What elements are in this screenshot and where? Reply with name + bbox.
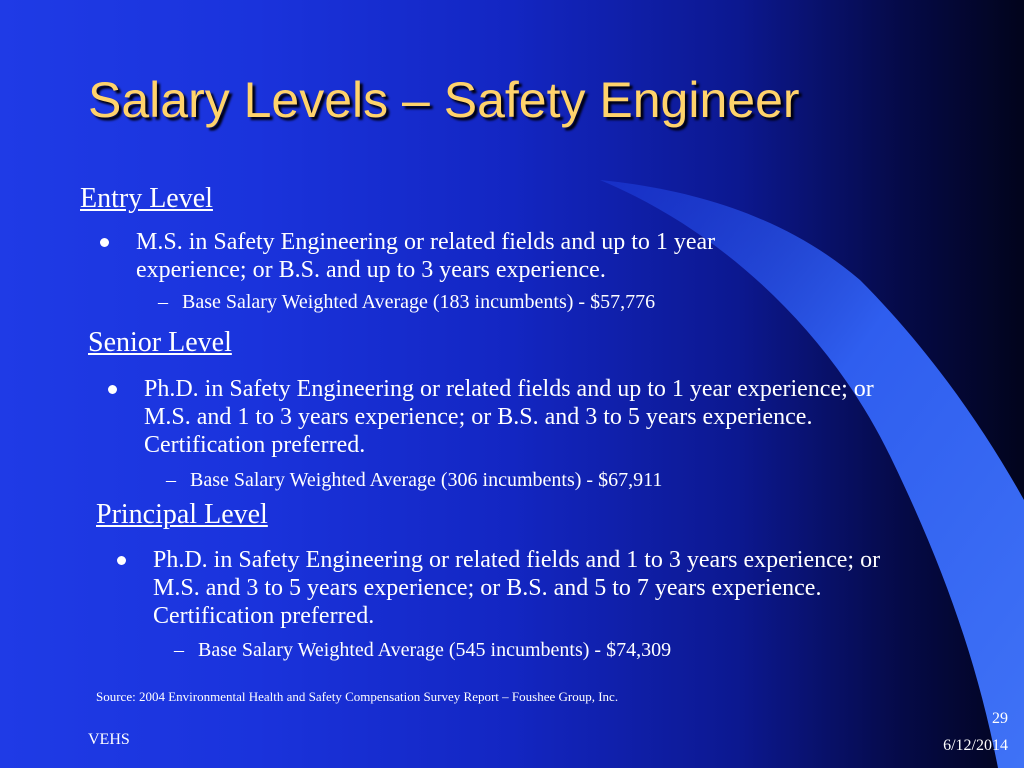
sub-bullet-text: Base Salary Weighted Average (545 incumbents) - $74,309 xyxy=(198,639,672,661)
page-number: 29 xyxy=(992,710,1008,727)
bullet-senior-level xyxy=(108,375,908,459)
footer-label: VEHS xyxy=(88,731,130,748)
sub-bullet-senior-level xyxy=(166,467,662,493)
bullet-entry-level xyxy=(100,228,820,284)
dash-icon: – xyxy=(166,469,176,491)
slide-title: Salary Levels – Safety Engineer xyxy=(88,72,800,128)
section-heading-principal-level: Principal Level xyxy=(96,499,268,530)
section-heading-senior-level: Senior Level xyxy=(88,327,232,358)
sub-bullet-text: Base Salary Weighted Average (306 incumbents) - $67,911 xyxy=(190,469,663,491)
source-citation: Source: 2004 Environmental Health and Safety Compensation Survey Report – Foushee Group, Inc. xyxy=(96,689,619,704)
bullet-dot-icon xyxy=(117,556,126,565)
bullet-text: Ph.D. in Safety Engineering or related fields and up to 1 year experience; or M.S. and 1 to 3 years experience; or B.S. and 3 to 5 years experience. Certification preferred. xyxy=(144,376,874,458)
section-heading-entry-level: Entry Level xyxy=(80,183,213,214)
dash-icon: – xyxy=(158,291,168,313)
sub-bullet-principal-level xyxy=(174,637,671,663)
bullet-text: M.S. in Safety Engineering or related fields and up to 1 year experience; or B.S. and up to 3 years experience. xyxy=(136,229,716,283)
bullet-text: Ph.D. in Safety Engineering or related fields and 1 to 3 years experience; or M.S. and 3 to 5 years experience; or B.S. and 5 to 7 years experience. Certification preferred. xyxy=(153,547,881,629)
dash-icon: – xyxy=(174,639,184,661)
sub-bullet-entry-level xyxy=(158,289,655,315)
bullet-principal-level xyxy=(117,546,917,630)
bullet-dot-icon xyxy=(100,238,109,247)
bullet-dot-icon xyxy=(108,385,117,394)
sub-bullet-text: Base Salary Weighted Average (183 incumbents) - $57,776 xyxy=(182,291,656,313)
footer-date: 6/12/2014 xyxy=(943,737,1008,754)
